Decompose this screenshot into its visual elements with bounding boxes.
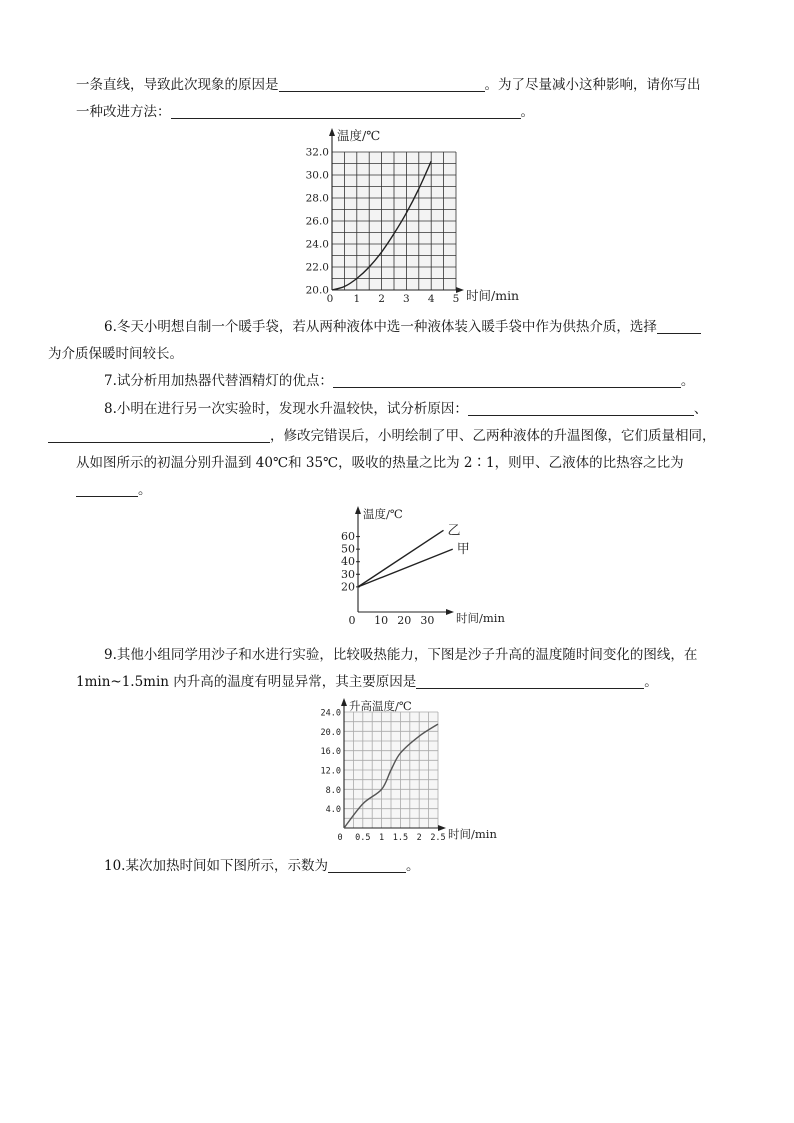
origin-label: 0 [348, 614, 356, 627]
figure-sand-temperature-rise [316, 696, 516, 850]
chart-sand-temperature-rise [316, 696, 516, 850]
q5-answer-blank-method[interactable] [171, 103, 521, 119]
question-10 [76, 853, 718, 880]
y-axis-label: 温度/℃ [363, 507, 403, 521]
q8-answer-blank-ratio[interactable] [76, 481, 138, 497]
q8-answer-blank-reason-2-line[interactable] [48, 427, 270, 443]
q9-answer-blank[interactable] [416, 673, 644, 689]
question-9 [76, 642, 718, 696]
q8-text-a: 8.小明在进行另一次实验时，发现水升温较快，试分析原因： [104, 401, 468, 417]
q10-text-b: 。 [405, 858, 420, 874]
y-axis-arrow [329, 128, 335, 136]
q10-answer-blank[interactable] [328, 857, 406, 873]
q8-answer-blank-reason-1[interactable] [468, 400, 694, 416]
y-tick-label: 40 [341, 555, 355, 569]
chart-temperature-time-1 [296, 128, 526, 308]
x-tick-label: 2 [378, 293, 385, 305]
y-tick-label: 20.0 [305, 284, 329, 297]
x-tick-label: 4 [427, 293, 435, 305]
q8-text-b: 、 [693, 401, 708, 417]
q7-text-b: 。 [680, 373, 695, 389]
question-7 [76, 368, 718, 395]
x-tick-label: 30 [420, 614, 435, 627]
q6-text-b: 为介质保暖时间较长。 [48, 346, 183, 362]
x-tick-label: 10 [374, 614, 389, 627]
y-tick-label: 22.0 [305, 261, 329, 274]
x-tick-label: 2 [416, 833, 422, 843]
origin-label: 0 [337, 833, 343, 843]
y-tick-label: 30 [341, 567, 355, 581]
question-8 [76, 396, 718, 504]
x-axis-label: 时间/min [466, 288, 520, 303]
x-axis-arrow [446, 609, 454, 615]
series-label-2: 甲 [456, 542, 470, 558]
y-tick-label: 20.0 [320, 727, 341, 738]
series-label-1: 乙 [447, 523, 461, 539]
q6-answer-blank[interactable] [657, 318, 701, 334]
x-axis-arrow [438, 825, 446, 831]
x-tick-label: 1 [379, 833, 385, 843]
y-tick-label: 12.0 [320, 766, 341, 777]
chart-temperature-time-2 [338, 506, 505, 632]
x-tick-label: 3 [403, 293, 410, 305]
y-tick-label: 30.0 [305, 169, 329, 182]
q9-text-b: 。 [644, 674, 658, 690]
y-tick-label: 24.0 [305, 238, 329, 251]
x-tick-label: 2.5 [430, 833, 446, 843]
figure-temperature-time-1 [296, 128, 526, 308]
x-tick-label: 20 [397, 614, 412, 627]
y-axis-arrow [355, 506, 361, 514]
y-tick-label: 4.0 [325, 805, 341, 816]
q8-text-d: 。 [138, 482, 152, 498]
q5-text-b: 。为了尽量减小这种影响，请你写出 [484, 77, 701, 93]
x-axis-label: 时间/min [456, 611, 505, 625]
y-tick-label: 32.0 [305, 146, 329, 159]
y-tick-label: 26.0 [305, 215, 329, 228]
y-tick-label: 24.0 [320, 708, 341, 719]
question-5 [76, 72, 718, 126]
x-tick-label: 1 [353, 293, 361, 305]
q9-text-a: 9.其他小组同学用沙子和水进行实验，比较吸热能力，下图是沙子升高的温度随时间变化的图线，在 1min~1.5min 内升高的温度有明显异常，其主要原因是 [76, 647, 698, 690]
q5-text-c: 一种改进方法： [76, 104, 171, 120]
q7-text-a: 7.试分析用加热器代替酒精灯的优点： [104, 373, 333, 389]
y-axis-label: 温度/℃ [337, 128, 381, 143]
q8-text-c: ，修改完错误后，小明绘制了甲、乙两种液体的升温图像，它们质量相同，从如图所示的初温分别升温到 40℃和 35℃，吸收的热量之比为 2∶1，则甲、乙液体的比热容之比为 [76, 428, 716, 471]
x-tick-label: 0.5 [355, 833, 371, 843]
question-6 [48, 314, 718, 368]
y-tick-label: 28.0 [305, 192, 329, 205]
q6-text-a: 6.冬天小明想自制一个暖手袋，若从两种液体中选一种液体装入暖手袋中作为供热介质，选择 [104, 319, 657, 335]
q7-answer-blank[interactable] [333, 372, 681, 388]
y-tick-label: 50 [341, 542, 355, 556]
q5-text-a: 一条直线，导致此次现象的原因是 [76, 77, 279, 93]
origin-label: 0 [326, 293, 334, 305]
x-axis-label: 时间/min [448, 827, 497, 841]
q5-answer-blank-reason[interactable] [279, 76, 485, 92]
x-tick-label: 5 [452, 293, 460, 305]
y-tick-label: 16.0 [320, 747, 341, 758]
x-tick-label: 1.5 [392, 833, 409, 843]
q10-text-a: 10.某次加热时间如下图所示，示数为 [104, 858, 328, 874]
y-axis-arrow [341, 698, 347, 706]
y-tick-label: 20 [341, 580, 355, 594]
figure-temperature-time-2 [338, 506, 505, 632]
y-axis-label: 升高温度/℃ [349, 699, 412, 713]
y-tick-label: 8.0 [325, 785, 341, 796]
q5-text-d: 。 [520, 104, 534, 120]
y-tick-label: 60 [341, 530, 355, 544]
